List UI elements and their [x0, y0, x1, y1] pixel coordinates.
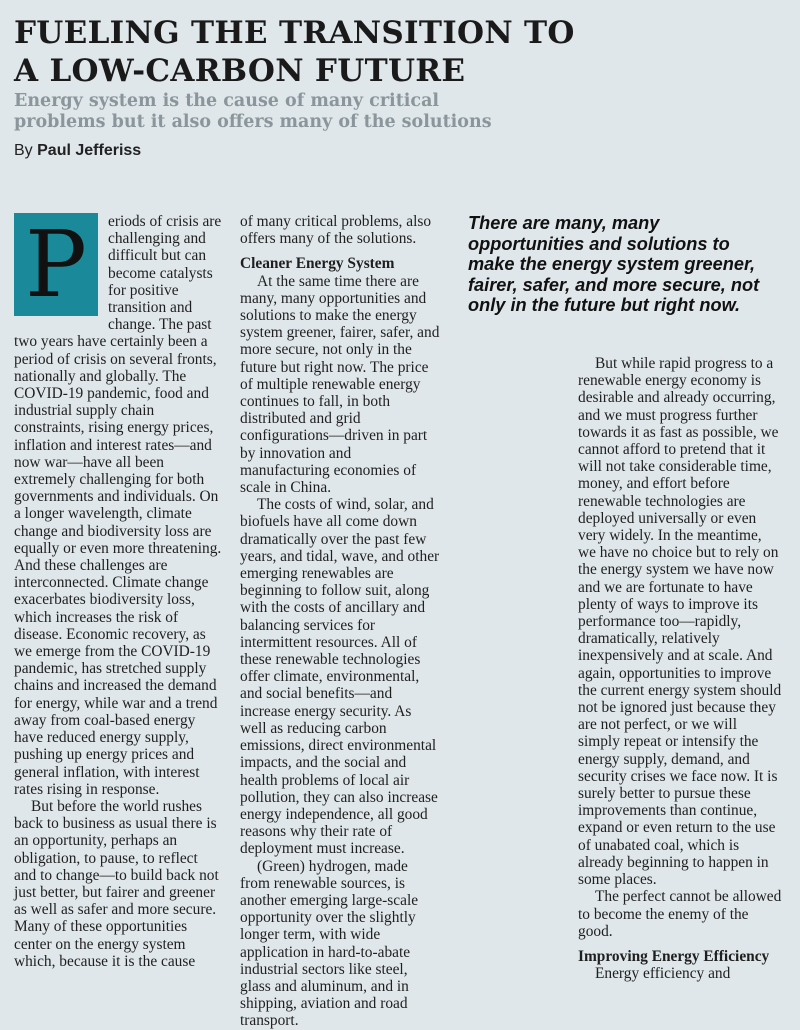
byline-prefix: By [14, 142, 33, 159]
paragraph: But while rapid progress to a renewable energy economy is desirable and already occurring, and we must progress further towards it as fast as possible, we cannot afford to pretend that it will not take considerable time, money, and effort before renewable technologies are deployed universally or even very widely. In the meantime, we have no choice but to rely on the energy system we have now and we are fortunate to have plenty of ways to improve its performance too—rapidly, dramatically, relatively inexpensively and at scale. And again, opportunities to improve the current energy system should not be ignored just because they are not perfect, or we will simply repeat or intensify the energy supply, demand, and security crises we face now. It is surely better to pursue these improvements than continue, expand or even return to the use of unabated coal, which is already beginning to happen in some places. [578, 355, 782, 889]
dropcap-letter: P [14, 213, 98, 316]
paragraph: But before the world rushes back to business as usual there is an opportunity, perhaps an obligation, to pause, to reflect and to change—to build back not just better, but fairer and greener as well as safer and more secure. Many of these opportunities center on the energy system which, because it is the cause [14, 797, 219, 970]
article-column-3 [578, 355, 782, 982]
subtitle-line-2: problems but it also offers many of the solutions [14, 112, 492, 132]
paragraph: (Green) hydrogen, made from renewable sources, is another emerging large-scale opportunity over the slightly longer term, with wide application in hard-to-abate industrial sectors like steel, glass and aluminum, and in shipping, aviation and road transport. [240, 857, 419, 1030]
paragraph: eriods of crisis are challenging and difficult but can become catalysts for positive transition and change. The past two years have certainly been a period of crisis on several fronts, nationally and globally. The COVID-19 pandemic, food and industrial supply chain constraints, rising energy prices, inflation and interest rates—and now war—have all been extremely challenging for both governments and individuals. On a longer wavelength, climate change and biodiversity loss are equally or even more threatening. And these challenges are interconnected. Climate change exacerbates biodiversity loss, which increases the risk of disease. Economic recovery, as we emerge from the COVID-19 pandemic, has stretched supply chains and increased the demand for energy, while war and a trend away from coal-based energy have reduced energy supply, pushing up energy prices and general inflation, with interest rates rising in response. [14, 213, 222, 798]
byline [14, 142, 141, 160]
subtitle-line-1: Energy system is the cause of many critical [14, 91, 440, 111]
pull-quote: There are many, many opportunities and solutions to make the energy system greener, fairer, safer, and more secure, not only in the future but right now. [468, 213, 760, 315]
title-line-1: FUELING THE TRANSITION TO [14, 15, 575, 51]
title-line-2: A LOW-CARBON FUTURE [14, 53, 466, 89]
article-column-2 [240, 213, 440, 1030]
section-heading: Cleaner Energy System [240, 255, 395, 273]
paragraph: At the same time there are many, many opportunities and solutions to make the energy system greener, fairer, safer, and more secure, not only in the future but right now. The price of multiple renewable energy continues to fall, in both distributed and grid configurations—driven in part by innovation and manufacturing economies of scale in China. [240, 272, 440, 497]
author-name: Paul Jefferiss [37, 142, 142, 159]
paragraph: The costs of wind, solar, and biofuels have all come down dramatically over the past few years, and tidal, wave, and other emerging renewables are beginning to follow suit, along with the costs of ancillary and balancing services for intermittent resources. All of these renewable technologies offer climate, environmental, and social benefits—and increase energy security. As well as reducing carbon emissions, direct environmental impacts, and the social and health problems of local air pollution, they can also increase energy independence, all good reasons why their rate of deployment must increase. [240, 496, 440, 858]
paragraph: of many critical problems, also offers many of the solutions. [240, 213, 432, 248]
paragraph: The perfect cannot be allowed to become the enemy of the good. [578, 888, 782, 940]
article-column-1 [14, 210, 222, 970]
section-heading: Improving Energy Efficiency [578, 947, 770, 965]
paragraph: Energy efficiency and [595, 965, 731, 983]
article-subtitle [14, 91, 794, 133]
article-title [14, 14, 794, 90]
